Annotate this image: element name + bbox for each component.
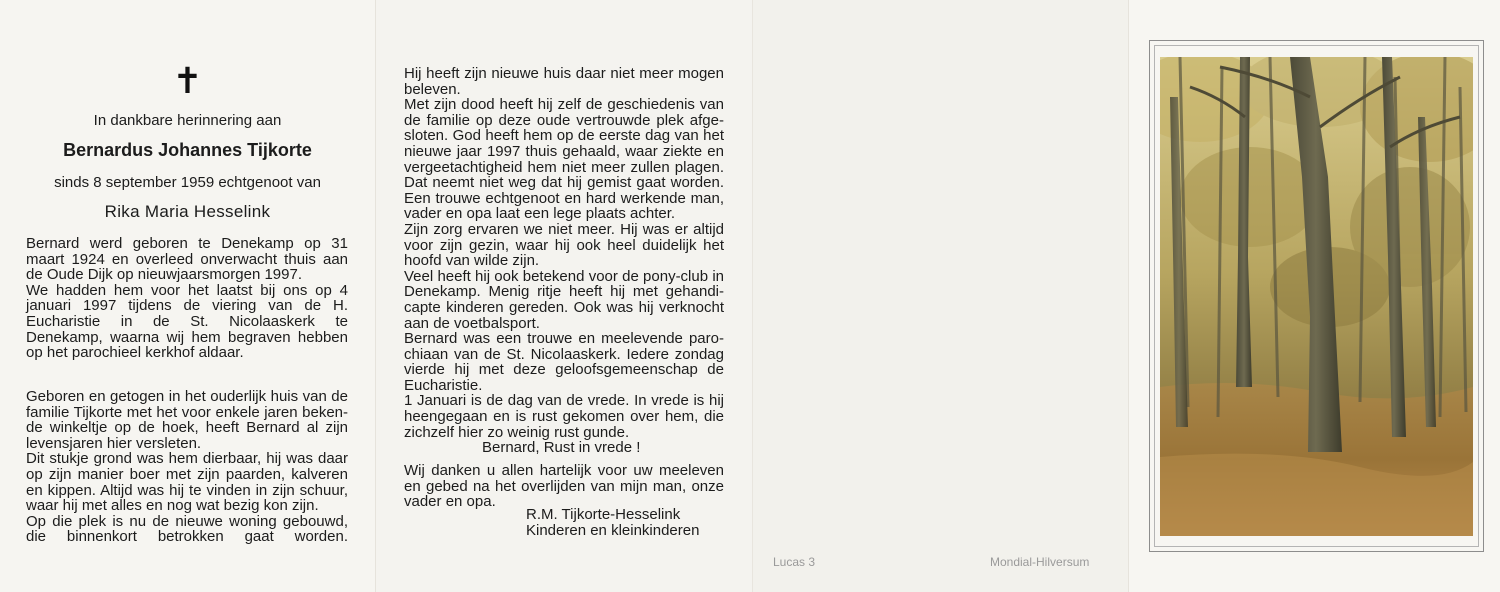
forest-photo xyxy=(1160,57,1473,536)
back-panel xyxy=(752,0,1128,592)
text-line: en kippen. Altijd was hij te vinden in zijn schuur, xyxy=(26,481,348,499)
text-line: en gebed na het overlijden van mijn man, onze xyxy=(404,477,724,495)
text-line: Eucharistie. xyxy=(404,376,483,394)
text-line: Bernard werd geboren te Denekamp op 31 xyxy=(26,235,348,252)
text-line: sloten. God heeft hem op de eerste dag van het xyxy=(404,127,724,145)
text-line: Dat neemt niet weg dat hij gemist gaat worden. xyxy=(404,174,724,192)
text-line: Denekamp, waarna wij hem begraven hebben xyxy=(26,328,348,346)
text-line: waar hij met alles en nog wat bezig kon zijn. xyxy=(26,497,319,515)
footer-printer: Mondial-Hilversum xyxy=(990,555,1090,569)
text-line: chiaan van de St. Nicolaaskerk. Iedere zondag xyxy=(404,345,724,363)
text-line: Denekamp. Menig ritje heeft hij met gehandi- xyxy=(404,283,724,301)
text-line: de familie op deze oude vertrouwde plek afge- xyxy=(404,111,724,129)
rest-in-peace-line: Bernard, Rust in vrede ! xyxy=(482,439,641,457)
text-line: vader en opa. xyxy=(404,493,496,511)
text-line: Geboren en getogen in het ouderlijk huis van de xyxy=(26,388,348,405)
text-line: zichzelf hier zo weinig rust gunde. xyxy=(404,423,630,441)
signature-name: R.M. Tijkorte-Hesselink xyxy=(526,506,681,523)
text-line: januari 1997 tijdens de viering van de H. xyxy=(26,297,348,315)
cross-icon: ✝ xyxy=(172,61,203,102)
forest-illustration xyxy=(1160,57,1473,536)
text-line: voor zijn gezin, waar hij ook heel duidelijk het xyxy=(404,236,724,254)
text-line: levensjaren hier versleten. xyxy=(26,434,202,452)
signature-block xyxy=(526,507,699,538)
text-line: aan de voetbalsport. xyxy=(404,314,540,332)
text-line: beleven. xyxy=(404,80,461,98)
text-line: op het parochieel kerkhof aldaar. xyxy=(26,344,244,362)
text-line: Zijn zorg ervaren we niet meer. Hij was er altijd xyxy=(404,220,724,238)
text-line: nieuwe jaar 1997 thuis gehaald, waar ziekte en xyxy=(404,142,724,160)
text-line: We hadden hem voor het laatst bij ons op 4 xyxy=(26,281,348,299)
biography-paragraph-1 xyxy=(26,236,348,361)
text-line: de Oude Dijk op nieuwjaarsmorgen 1997. xyxy=(26,266,302,284)
text-line: capte kinderen gereden. Ook was hij verknocht xyxy=(404,298,724,316)
biography-paragraph-3 xyxy=(404,66,724,456)
text-line: die binnenkort betrokken gaat worden. xyxy=(26,528,348,546)
text-line: Een trouwe echtgenoot en hard werkende man, xyxy=(404,189,724,207)
text-line: vergeetachtigheid hem niet meer zullen plagen. xyxy=(404,158,724,176)
text-line: vierde hij met deze geloofsgemeenschap de xyxy=(404,361,724,379)
text-line: hoofd van wilde zijn. xyxy=(404,252,540,270)
deceased-name: Bernardus Johannes Tijkorte xyxy=(63,140,312,160)
intro-text: In dankbare herinnering aan xyxy=(93,112,282,129)
text-line: de winkeltje op de hoek, heeft Bernard al zijn xyxy=(26,419,348,437)
left-panel xyxy=(0,0,375,592)
thanks-paragraph xyxy=(404,463,724,510)
text-line: op zijn manier boer met zijn paarden, kalveren xyxy=(26,465,348,483)
signature-family: Kinderen en kleinkinderen xyxy=(526,521,700,539)
text-line: Hij heeft zijn nieuwe huis daar niet meer mogen xyxy=(404,65,724,82)
text-line: Veel heeft hij ook betekend voor de pony-club in xyxy=(404,267,724,285)
footer-verse-reference: Lucas 3 xyxy=(773,555,816,569)
text-line: familie Tijkorte met het voor enkele jaren beken- xyxy=(26,403,348,421)
text-line: vader en opa laat een lege plaats achter. xyxy=(404,205,676,223)
biography-paragraph-2 xyxy=(26,389,348,545)
text-line: maart 1924 en overleed onverwacht thuis aan xyxy=(26,250,348,268)
text-line: Dit stukje grond was hem dierbaar, hij was daar xyxy=(26,450,348,468)
text-line: 1 Januari is de dag van de vrede. In vrede is hij xyxy=(404,392,724,410)
text-line: Eucharistie in de St. Nicolaaskerk te xyxy=(26,312,348,330)
text-line: Met zijn dood heeft hij zelf de geschiedenis van xyxy=(404,96,724,114)
spouse-name: Rika Maria Hesselink xyxy=(104,202,271,221)
text-line: Bernard was een trouwe en meelevende paro- xyxy=(404,330,724,348)
text-line: heengegaan en is rust gekomen over hem, die xyxy=(404,408,724,426)
text-line: Op die plek is nu de nieuwe woning gebouwd, xyxy=(26,512,348,530)
marriage-line: sinds 8 september 1959 echtgenoot van xyxy=(54,174,321,191)
text-line: Wij danken u allen hartelijk voor uw meeleven xyxy=(404,462,724,479)
